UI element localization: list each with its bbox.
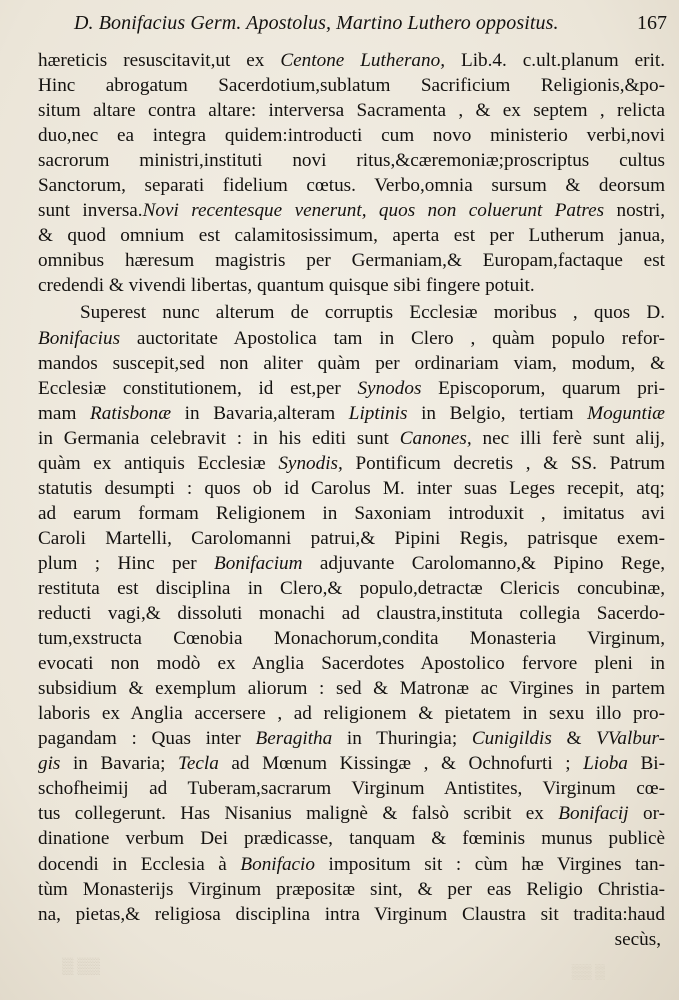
text-run: pagandam : Quas inter bbox=[38, 728, 256, 750]
text-run: Pontificum decretis , & SS. Patrum bbox=[342, 452, 665, 474]
italic-text: Tecla bbox=[177, 753, 219, 775]
text-run: ad earum formam Religionem in Saxoniam introduxit , imitatus avi bbox=[38, 502, 665, 524]
text-line bbox=[38, 776, 665, 801]
text-run: sunt inversa. bbox=[38, 200, 143, 222]
text-line bbox=[38, 401, 665, 426]
text-line bbox=[38, 626, 665, 651]
text-line bbox=[38, 801, 665, 826]
text-run: & quod omnium est calamitosissimum, aperta est per Lutherum janua, bbox=[38, 225, 665, 247]
text-line bbox=[38, 551, 665, 576]
text-run: & bbox=[551, 728, 597, 750]
running-head: D. Bonifacius Germ. Apostolus, Martino Luthero oppositus. bbox=[74, 12, 559, 34]
text-run: restituta est disciplina in Clero,& populo,detractæ Clericis concubinæ, bbox=[38, 577, 665, 599]
italic-text: Moguntiæ bbox=[587, 402, 665, 424]
page-number: 167 bbox=[637, 12, 667, 34]
italic-text: Centone Lutherano, bbox=[280, 50, 446, 71]
italic-text: Bonifacium bbox=[214, 552, 303, 574]
text-line bbox=[38, 676, 665, 701]
text-run: hæreticis resuscitavit,ut ex bbox=[38, 50, 281, 71]
text-run: in Thuringia; bbox=[332, 728, 472, 750]
text-line bbox=[38, 726, 665, 751]
text-run: auctoritate Apostolica tam in Clero , quàm populo refor- bbox=[120, 327, 665, 349]
text-line bbox=[38, 877, 665, 902]
text-run: evocati non modò ex Anglia Sacerdotes Apostolico fervore pleni in bbox=[38, 653, 665, 675]
text-run: plum ; Hinc per bbox=[38, 552, 215, 574]
text-run: docendi in Ecclesia à bbox=[38, 853, 241, 875]
text-run: Ecclesiæ constitutionem, id est,per bbox=[38, 377, 358, 399]
text-line bbox=[38, 273, 665, 298]
text-run: tùm Monasterijs Virginum præpositæ sint, & per eas Religio Christia- bbox=[38, 878, 665, 900]
text-line bbox=[38, 451, 665, 476]
italic-text: Bonifacij bbox=[558, 803, 629, 825]
text-run: in Bavaria; bbox=[60, 753, 178, 775]
italic-text: Canones, bbox=[399, 427, 472, 449]
text-line bbox=[38, 173, 665, 198]
italic-text: Ratisbonæ bbox=[90, 402, 172, 424]
text-line bbox=[38, 326, 665, 351]
text-run: ad Mœnum Kissingæ , & Ochnofurti ; bbox=[218, 753, 584, 775]
text-line bbox=[38, 476, 665, 501]
text-line bbox=[38, 852, 665, 877]
text-run: quàm ex antiquis Ecclesiæ bbox=[38, 452, 279, 474]
text-run: sacrorum ministri,instituti novi ritus,&cæremoniæ;proscriptus cultus bbox=[38, 150, 665, 172]
italic-text: Liptinis bbox=[348, 402, 408, 424]
text-line bbox=[38, 223, 665, 248]
text-run: situm altare contra altare: interversa Sacramenta , & ex septem , relicta bbox=[38, 100, 665, 122]
text-run: Bi- bbox=[627, 753, 665, 775]
text-run: na, pietas,& religiosa disciplina intra Virginum Claustra sit tradita:haud bbox=[38, 903, 665, 925]
text-line bbox=[38, 701, 665, 726]
text-line bbox=[38, 248, 665, 273]
italic-text: Cunigildis bbox=[471, 728, 552, 750]
text-run: omnibus hæresum magistris per Germaniam,& Europam,factaque est bbox=[38, 250, 665, 272]
text-run: Caroli Martelli, Carolomanni patrui,& Pipini Regis, patrisque exem- bbox=[38, 527, 665, 549]
text-run: duo,nec ea integra quidem:introducti cum novo ministerio verbi,novi bbox=[38, 125, 665, 147]
text-line bbox=[38, 351, 665, 376]
paragraph bbox=[38, 300, 665, 926]
text-run: adjuvante Carolomanno,& Pipino Rege, bbox=[302, 552, 665, 574]
text-run: schofheimij ad Tuberam,sacrarum Virginum Antistites, Virginum cœ- bbox=[38, 778, 665, 800]
italic-text: Lioba bbox=[583, 753, 628, 775]
body-text bbox=[38, 48, 665, 952]
text-line bbox=[38, 48, 665, 73]
text-line bbox=[38, 300, 665, 325]
text-run: nec illi ferè sunt alij, bbox=[471, 427, 665, 449]
text-line bbox=[38, 826, 665, 851]
text-line bbox=[38, 98, 665, 123]
bleed-through-marks: ▒ ▒▒ bbox=[571, 965, 605, 980]
text-run: tum,exstructa Cœnobia Monachorum,condita Monasteria Virginum, bbox=[38, 628, 665, 650]
italic-text: Beragitha bbox=[255, 728, 333, 750]
catchword: secùs, bbox=[614, 928, 661, 950]
text-line bbox=[38, 198, 665, 223]
text-line bbox=[38, 73, 665, 98]
text-line bbox=[38, 526, 665, 551]
italic-text: VValbur- bbox=[596, 728, 665, 750]
text-run: credendi & vivendi libertas, quantum quisque sibi fingere potuit. bbox=[38, 275, 535, 297]
bleed-through-marks: ▒▒ ▒ bbox=[61, 958, 100, 975]
text-run: laboris ex Anglia accersere , ad religionem & pietatem in sexu illo pro- bbox=[38, 703, 665, 725]
text-run: reducti vagi,& dissoluti monachi ad claustra,instituta collegia Sacerdo- bbox=[38, 603, 665, 625]
text-line bbox=[38, 601, 665, 626]
text-run: Superest nunc alterum de corruptis Ecclesiæ moribus , quos D. bbox=[80, 302, 665, 324]
text-run: mandos suscepit,sed non aliter quàm per ordinariam viam, modum, & bbox=[38, 352, 665, 374]
text-run: Sanctorum, separati fidelium cœtus. Verbo,omnia sursum & deorsum bbox=[38, 175, 665, 197]
text-run: Lib.4. c.ult.planum erit. bbox=[445, 50, 665, 71]
text-run: statutis desumpti : quos ob id Carolus M. inter suas Leges recepit, atq; bbox=[38, 477, 665, 499]
paragraph bbox=[38, 48, 665, 298]
text-run: nostri, bbox=[604, 200, 665, 222]
italic-text: Synodos bbox=[357, 377, 422, 399]
text-line bbox=[38, 751, 665, 776]
text-line bbox=[38, 576, 665, 601]
text-line bbox=[38, 902, 665, 927]
text-line bbox=[38, 651, 665, 676]
text-run: Hinc abrogatum Sacerdotium,sublatum Sacrificium Religionis,&po- bbox=[38, 75, 665, 97]
text-run: impositum sit : cùm hæ Virgines tan- bbox=[314, 853, 665, 875]
text-run: in Belgio, tertiam bbox=[407, 402, 588, 424]
italic-text: Novi recentesque venerunt, quos non coluerunt Patres bbox=[142, 200, 605, 222]
text-run: subsidium & exemplum aliorum : sed & Matronæ ac Virgines in partem bbox=[38, 678, 665, 700]
text-run: Episcoporum, quarum pri- bbox=[421, 377, 665, 399]
text-line bbox=[38, 123, 665, 148]
text-run: or- bbox=[628, 803, 665, 825]
text-line bbox=[38, 148, 665, 173]
text-run: tus collegerunt. Has Nisanius malignè & falsò scribit ex bbox=[38, 803, 559, 825]
text-line bbox=[38, 501, 665, 526]
page-header bbox=[74, 12, 667, 42]
text-line bbox=[38, 426, 665, 451]
text-run: in Bavaria,alteram bbox=[171, 402, 349, 424]
italic-text: gis bbox=[38, 753, 61, 775]
italic-text: Bonifacio bbox=[240, 853, 315, 875]
text-run: dinatione verbum Dei prædicasse, tanquam & fœminis munus publicè bbox=[38, 828, 665, 850]
text-run: in Germania celebravit : in his editi sunt bbox=[38, 427, 400, 449]
italic-text: Bonifacius bbox=[38, 327, 121, 349]
text-run: mam bbox=[38, 402, 90, 424]
italic-text: Synodis, bbox=[278, 452, 343, 474]
text-line bbox=[38, 376, 665, 401]
